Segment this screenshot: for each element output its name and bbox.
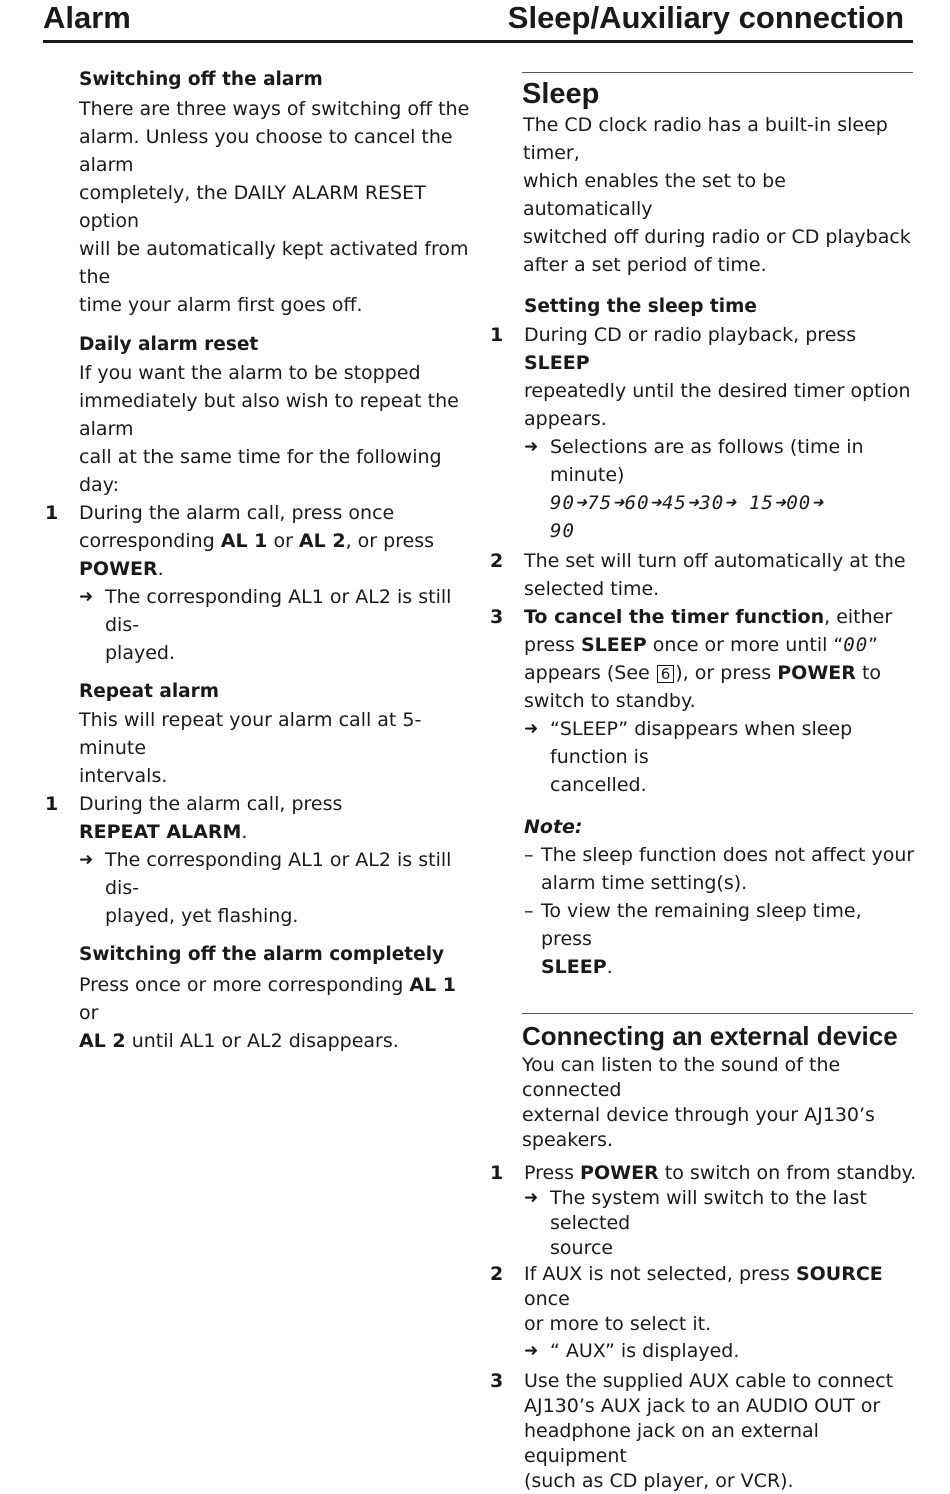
sleep-step-3: 3 To cancel the timer function, either press SLEEP once or more until “00” appears (See 6 ), or press POWER to switch to standby.	[489, 603, 917, 715]
sleep-title: Sleep	[522, 78, 600, 110]
switching-off-heading: Switching off the alarm	[79, 69, 323, 90]
sleep-key: SLEEP	[524, 352, 590, 374]
repeat-alarm-result: ➜ The corresponding AL1 or AL2 is still dis- played, yet flashing.	[79, 846, 474, 930]
power-key: POWER	[580, 1162, 659, 1184]
page-header-right: Sleep/Auxiliary connection	[507, 0, 904, 35]
setting-sleep-heading: Setting the sleep time	[524, 296, 757, 317]
text-line: call at the same time for the following day:	[79, 446, 442, 496]
sleep-step-2: 2 The set will turn off automatically at the selected time.	[489, 547, 917, 603]
dash-mark: –	[524, 844, 534, 866]
arrow-icon: ➜	[524, 1341, 539, 1361]
sleep-step-3-result: ➜ “SLEEP” disappears when sleep function is cancelled.	[524, 715, 917, 799]
daily-reset-step: 1 During the alarm call, press once corresponding AL 1 or AL 2, or press POWER.	[44, 499, 474, 583]
external-step-1: 1 Press POWER to switch on from standby.	[490, 1162, 917, 1184]
text-line: There are three ways of switching off the	[79, 98, 470, 120]
external-intro: You can listen to the sound of the connected external device through your AJ130’s speakers.	[522, 1054, 875, 1151]
arrow-icon: ➜	[524, 719, 539, 739]
switch-off-completely-heading: Switching off the alarm completely	[79, 944, 445, 965]
text-line: will be automatically kept activated from the	[79, 238, 469, 288]
step-number: 2	[490, 550, 504, 572]
note-item: – The sleep function does not affect your alarm time setting(s).	[524, 841, 917, 897]
step-number: 3	[490, 1370, 504, 1392]
note-heading: Note:	[524, 816, 583, 838]
text-line: If you want the alarm to be stopped	[79, 362, 421, 384]
step-number: 2	[490, 1263, 504, 1285]
al1-key: AL 1	[409, 974, 457, 996]
switching-off-text	[79, 95, 474, 319]
step-number: 3	[490, 606, 504, 628]
page-header-left: Alarm	[43, 0, 131, 35]
figure-ref-box: 6	[657, 665, 675, 683]
dash-mark: –	[524, 900, 534, 922]
text-line: time your alarm first goes off.	[79, 294, 363, 316]
power-key: POWER	[777, 662, 856, 684]
text-line: During the alarm call, press once	[79, 502, 395, 524]
sleep-key: SLEEP	[580, 634, 647, 656]
power-key: POWER	[79, 558, 158, 580]
header-rule	[43, 40, 913, 43]
note-item: – To view the remaining sleep time, press SLEEP.	[524, 897, 917, 981]
external-step-1-result: ➜ The system will switch to the last selected source	[524, 1187, 867, 1259]
daily-reset-heading: Daily alarm reset	[79, 334, 259, 355]
sleep-intro: The CD clock radio has a built-in sleep timer, which enables the set to be automatically switched off during radio or CD playback after a set period of time.	[523, 114, 911, 276]
right-column	[489, 72, 917, 1494]
lcd-00: 00	[843, 634, 869, 656]
arrow-icon: ➜	[79, 850, 94, 870]
switch-off-completely-text: Press once or more corresponding AL 1 or AL 2 until AL1 or AL2 disappears.	[79, 974, 457, 1052]
section-rule	[522, 1013, 913, 1014]
repeat-alarm-text: This will repeat your alarm call at 5-minute intervals.	[79, 709, 422, 787]
step-number: 1	[490, 1162, 504, 1184]
sleep-timer-sequence-end: 90	[550, 520, 575, 542]
source-key: SOURCE	[795, 1263, 883, 1285]
al2-key: AL 2	[298, 530, 346, 552]
sleep-step-1-result: ➜ Selections are as follows (time in minute) 90➜75➜60➜45➜30➜ 15➜00➜ 90	[524, 433, 917, 545]
arrow-icon: ➜	[524, 437, 539, 457]
external-step-3: 3 Use the supplied AUX cable to connect AJ130’s AUX jack to an AUDIO OUT or headphone jack on an external equipment (such as CD player, or VCR).	[490, 1370, 894, 1492]
sleep-step-1: 1 During CD or radio playback, press SLEEP repeatedly until the desired timer option appears.	[489, 321, 917, 433]
al1-key: AL 1	[220, 530, 268, 552]
al2-key: AL 2	[79, 1030, 126, 1052]
external-step-2: 2 If AUX is not selected, press SOURCE once or more to select it.	[490, 1263, 883, 1335]
daily-reset-result: ➜ The corresponding AL1 or AL2 is still dis- played.	[79, 583, 474, 667]
step-number: 1	[45, 793, 59, 815]
arrow-icon: ➜	[524, 1188, 539, 1208]
text-line: completely, the DAILY ALARM RESET option	[79, 182, 426, 232]
step-number: 1	[490, 324, 504, 346]
repeat-alarm-step: 1 During the alarm call, press REPEAT ALARM.	[44, 790, 474, 846]
daily-reset-text	[79, 359, 474, 499]
text-line: alarm. Unless you choose to cancel the alarm	[79, 126, 453, 176]
step-number: 1	[45, 502, 59, 524]
repeat-alarm-key: REPEAT ALARM	[79, 821, 242, 843]
section-rule	[522, 72, 913, 73]
left-column	[44, 66, 474, 1055]
text-line: immediately but also wish to repeat the alarm	[79, 390, 459, 440]
repeat-alarm-heading: Repeat alarm	[79, 681, 220, 702]
external-device-title: Connecting an external device	[522, 1021, 898, 1051]
sleep-key: SLEEP	[541, 956, 607, 978]
external-step-2-result: ➜ “ AUX” is displayed.	[524, 1337, 917, 1365]
arrow-icon: ➜	[79, 587, 94, 607]
sleep-timer-sequence: 90➜75➜60➜45➜30➜ 15➜00➜	[550, 492, 824, 514]
